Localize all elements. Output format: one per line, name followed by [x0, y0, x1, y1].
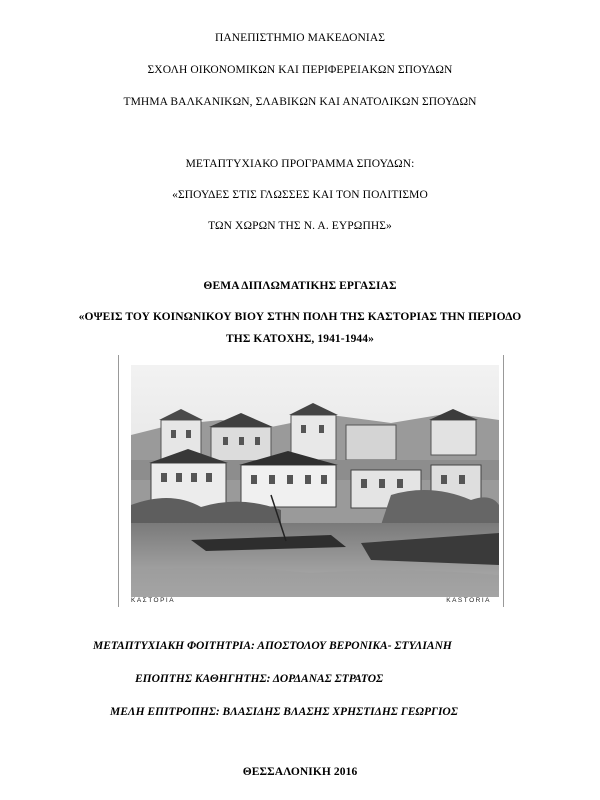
photo-caption-left: ΚΑΣΤΟΡΙΑ — [131, 597, 176, 604]
photo-caption-right: KASTORIA — [446, 597, 491, 604]
thesis-title-line1: «ΟΨΕΙΣ ΤΟΥ ΚΟΙΝΩΝΙΚΟΥ ΒΙΟΥ ΣΤΗΝ ΠΟΛΗ ΤΗΣ ΚΑΣΤΟΡΙΑΣ ΤΗΝ ΠΕΡΙΟΔΟ — [78, 311, 522, 323]
student-line: ΜΕΤΑΠΤΥΧΙΑΚΗ ΦΟΙΤΗΤΡΙΑ: ΑΠΟΣΤΟΛΟΥ ΒΕΡΟΝΙΚΑ- ΣΤΥΛΙΑΝΗ — [93, 640, 452, 652]
supervisor-line: ΕΠΟΠΤΗΣ ΚΑΘΗΓΗΤΗΣ: ΔΟΡΔΑΝΑΣ ΣΤΡΑΤΟΣ — [135, 673, 384, 685]
program-label: ΜΕΤΑΠΤΥΧΙΑΚΟ ΠΡΟΓΡΑΜΜΑ ΣΠΟΥΔΩΝ: — [185, 158, 415, 170]
department-name: ΤΜΗΜΑ ΒΑΛΚΑΝΙΚΩΝ, ΣΛΑΒΙΚΩΝ ΚΑΙ ΑΝΑΤΟΛΙΚΩΝ ΣΠΟΥΔΩΝ — [123, 96, 477, 108]
program-title-line2: ΤΩΝ ΧΩΡΩΝ ΤΗΣ Ν. Α. ΕΥΡΩΠΗΣ» — [208, 220, 392, 232]
committee-line: ΜΕΛΗ ΕΠΙΤΡΟΠΗΣ: ΒΛΑΣΙΔΗΣ ΒΛΑΣΗΣ ΧΡΗΣΤΙΔΗΣ ΓΕΩΡΓΙΟΣ — [110, 706, 458, 718]
program-title-line1: «ΣΠΟΥΔΕΣ ΣΤΙΣ ΓΛΩΣΣΕΣ ΚΑΙ ΤΟΝ ΠΟΛΙΤΙΣΜΟ — [172, 189, 428, 201]
thesis-label: ΘΕΜΑ ΔΙΠΛΩΜΑΤΙΚΗΣ ΕΡΓΑΣΙΑΣ — [203, 280, 397, 292]
school-name: ΣΧΟΛΗ ΟΙΚΟΝΟΜΙΚΩΝ ΚΑΙ ΠΕΡΙΦΕΡΕΙΑΚΩΝ ΣΠΟΥΔΩΝ — [147, 64, 453, 76]
university-name: ΠΑΝΕΠΙΣΤΗΜΙΟ ΜΑΚΕΔΟΝΙΑΣ — [214, 32, 386, 44]
cover-photo — [118, 355, 504, 607]
place-year: ΘΕΣΣΑΛΟΝΙΚΗ 2016 — [242, 766, 358, 778]
kastoria-photo — [131, 365, 499, 597]
thesis-title-line2: ΤΗΣ ΚΑΤΟΧΗΣ, 1941-1944» — [226, 333, 374, 345]
